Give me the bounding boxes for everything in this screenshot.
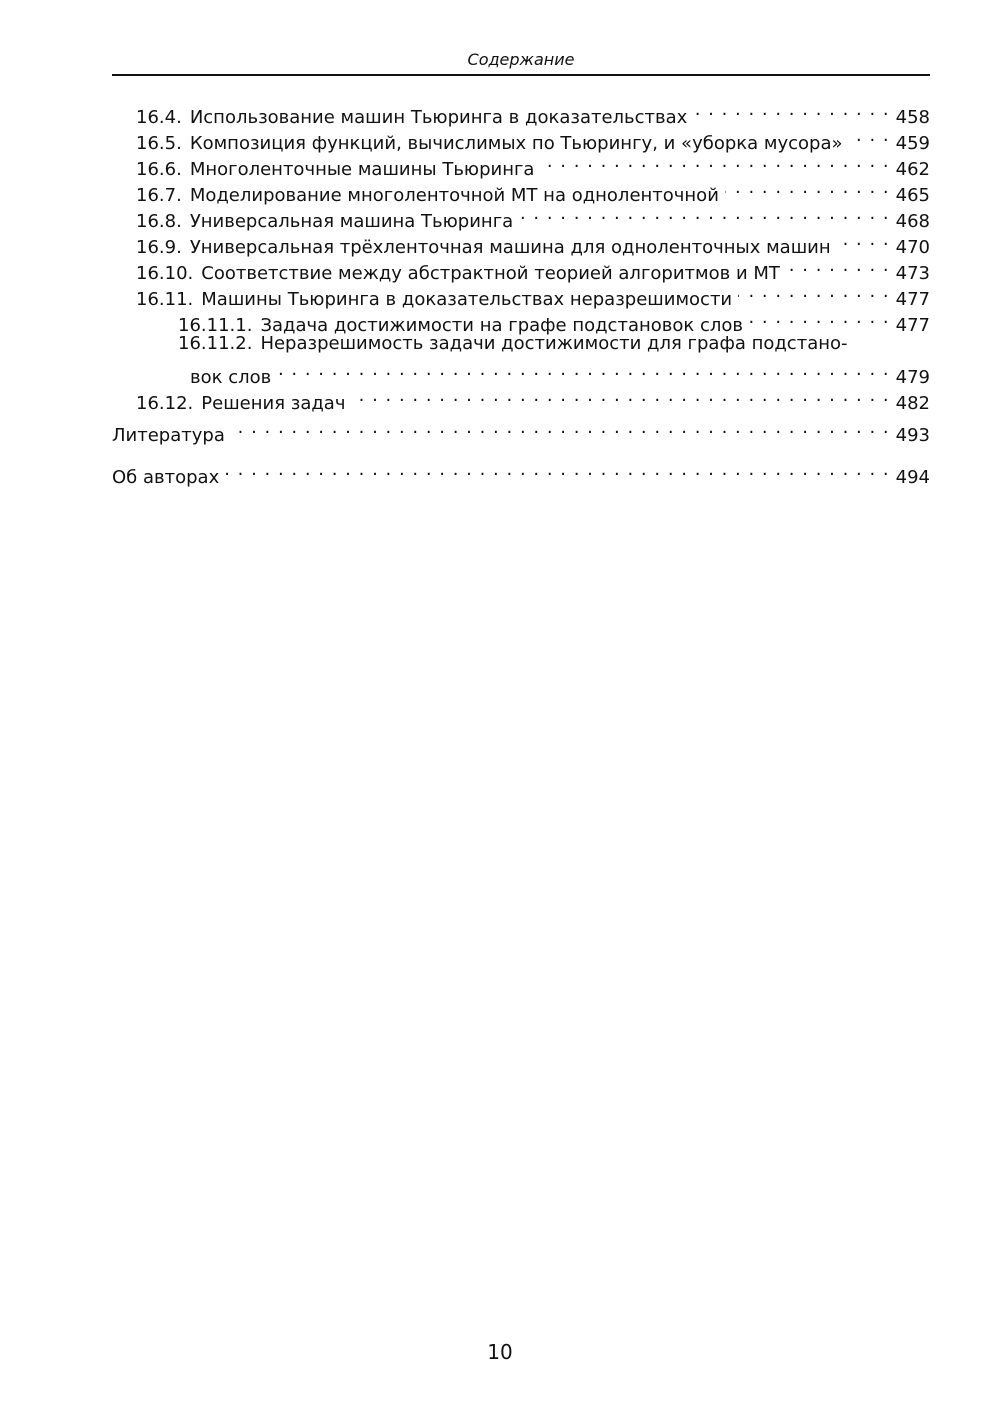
toc-entry-page: 482 — [895, 393, 930, 414]
dot-leader — [693, 97, 889, 123]
toc-entry-page: 462 — [895, 159, 930, 180]
toc-entry-number: 16.11.2. — [178, 333, 253, 354]
header-rule — [112, 74, 930, 76]
toc-entry-page: 459 — [895, 133, 930, 154]
page-number: 10 — [487, 1340, 513, 1364]
toc-entry-page: 470 — [895, 237, 930, 258]
table-of-contents — [112, 97, 930, 488]
toc-entry-page: 465 — [895, 185, 930, 206]
toc-entry-title: Универсальная трёхленточная машина для одноленточных машин — [189, 237, 831, 258]
dot-leader — [540, 149, 889, 175]
dot-leader — [786, 253, 890, 279]
toc-entry-number: 16.11.1. — [178, 315, 253, 336]
toc-entry-number: 16.10. — [136, 263, 194, 284]
toc-entry-title-line2: вок слов — [190, 367, 272, 388]
toc-entry-16-11-2[interactable] — [112, 331, 930, 388]
toc-entry-title: Универсальная машина Тьюринга — [189, 211, 514, 232]
toc-entry-16-4[interactable] — [112, 97, 930, 128]
toc-entry-title: Многоленточные машины Тьюринга — [189, 159, 535, 180]
toc-entry-number: 16.8. — [136, 211, 182, 232]
toc-entry-number: 16.7. — [136, 185, 182, 206]
toc-entry-number: 16.9. — [136, 237, 182, 258]
toc-entry-title: Соответствие между абстрактной теорией алгоритмов и МТ — [201, 263, 780, 284]
toc-entry-title: Моделирование многоленточной МТ на одноленточной — [189, 185, 719, 206]
toc-entry-number: 16.11. — [136, 289, 194, 310]
toc-entry-page: 477 — [895, 315, 930, 336]
dot-leader — [225, 457, 889, 483]
toc-entry-title: Машины Тьюринга в доказательствах неразрешимости — [201, 289, 733, 310]
toc-entry-number: 16.12. — [136, 393, 194, 414]
toc-entry-literature[interactable] — [112, 415, 930, 446]
toc-entry-number: 16.5. — [136, 133, 182, 154]
dot-leader — [738, 279, 890, 305]
toc-entry-second-line — [112, 357, 930, 388]
dot-leader — [849, 123, 890, 149]
toc-entry-title: Об авторах — [112, 467, 220, 488]
toc-entry-page: 473 — [895, 263, 930, 284]
dot-leader — [231, 415, 890, 441]
toc-entry-page: 458 — [895, 107, 930, 128]
toc-entry-title: Использование машин Тьюринга в доказательствах — [189, 107, 688, 128]
toc-entry-page: 477 — [895, 289, 930, 310]
dot-leader — [749, 305, 890, 331]
toc-entry-title: Композиция функций, вычислимых по Тьюрингу, и «уборка мусора» — [189, 133, 843, 154]
toc-entry-number: 16.4. — [136, 107, 182, 128]
toc-entry-page: 494 — [895, 467, 930, 488]
toc-entry-title-line1: Неразрешимость задачи достижимости для графа подстано- — [260, 333, 848, 354]
toc-entry-title: Литература — [112, 425, 225, 446]
dot-leader — [277, 357, 889, 383]
toc-entry-number: 16.6. — [136, 159, 182, 180]
toc-entry-page: 468 — [895, 211, 930, 232]
toc-entry-title: Задача достижимости на графе подстановок слов — [260, 315, 743, 336]
toc-entry-title: Решения задач — [201, 393, 346, 414]
dot-leader — [351, 383, 889, 409]
dot-leader — [837, 227, 890, 253]
dot-leader — [519, 201, 889, 227]
dot-leader — [725, 175, 890, 201]
toc-entry-page: 479 — [895, 367, 930, 388]
toc-entry-page: 493 — [895, 425, 930, 446]
toc-entry-first-line — [112, 331, 930, 357]
toc-entry-about-authors[interactable] — [112, 457, 930, 488]
running-head-title: Содержание — [467, 50, 575, 69]
